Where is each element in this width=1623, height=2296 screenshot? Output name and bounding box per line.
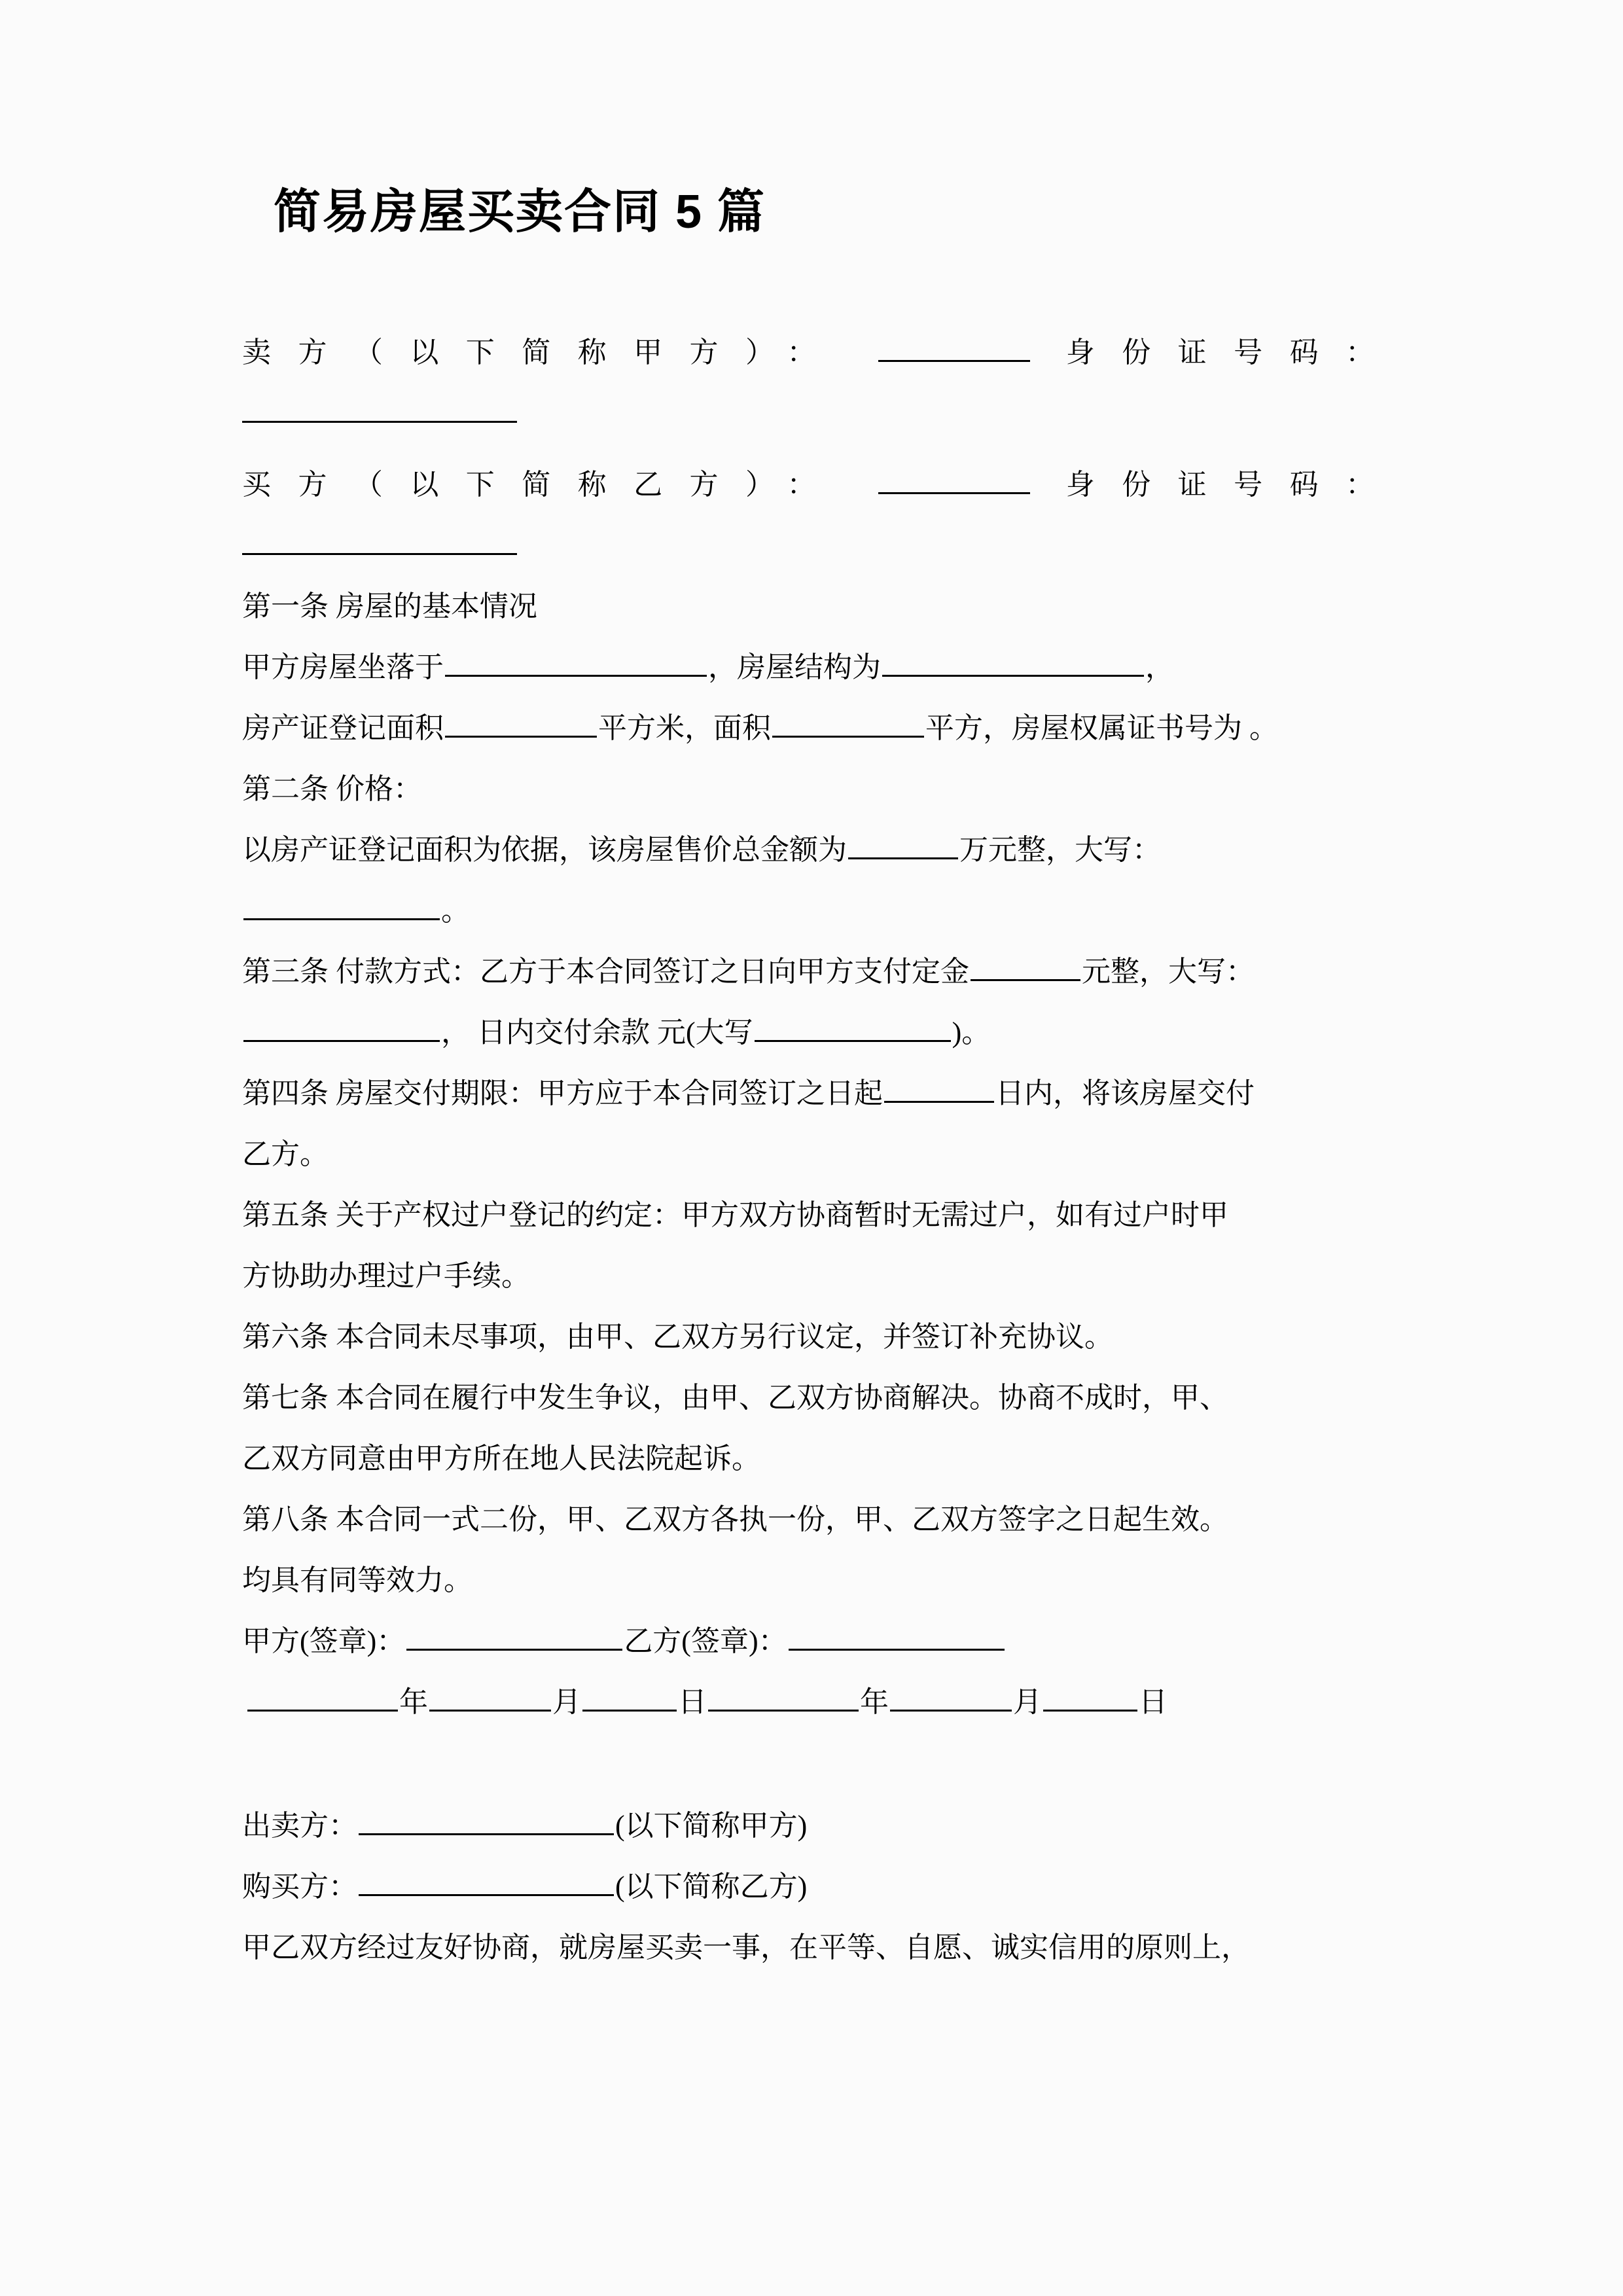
buyer-label: 买方（以下简称乙方）： bbox=[242, 469, 843, 501]
buyer-id-blank-line bbox=[242, 515, 1374, 576]
party-b-year-blank[interactable] bbox=[708, 1683, 859, 1712]
page-title: 简易房屋买卖合同 5 篇 bbox=[274, 186, 766, 238]
clause-line bbox=[242, 880, 1374, 941]
clause-text: 。 bbox=[441, 895, 470, 927]
fill-in-blank[interactable] bbox=[445, 649, 707, 677]
clause-text: 均具有同等效力。 bbox=[242, 1564, 473, 1596]
party-a-sign-label: 甲方(签章)： bbox=[242, 1625, 406, 1657]
footer-seller-note: (以下简称甲方) bbox=[615, 1810, 808, 1842]
clause-block bbox=[242, 941, 1374, 1063]
clause-block bbox=[242, 1489, 1374, 1611]
clause-text: ， bbox=[1145, 651, 1174, 683]
clause-line bbox=[242, 819, 1374, 880]
clause-text: 第四条 房屋交付期限：甲方应于本合同签订之日起 bbox=[242, 1077, 883, 1109]
footer-seller-line bbox=[242, 1795, 1374, 1856]
clause-text: 平方，房屋权属证书号为 。 bbox=[925, 712, 1278, 744]
footer-preamble: 甲乙双方经过友好协商，就房屋买卖一事，在平等、自愿、诚实信用的原则上， bbox=[242, 1931, 1250, 1964]
fill-in-blank[interactable] bbox=[243, 1014, 440, 1042]
fill-in-blank[interactable] bbox=[755, 1014, 951, 1042]
title-spacer bbox=[242, 236, 1374, 322]
clause-line bbox=[242, 1002, 1374, 1063]
party-b-sign-label: 乙方(签章)： bbox=[624, 1625, 787, 1657]
seller-label: 卖方（以下简称甲方）： bbox=[242, 336, 843, 368]
seller-id-blank-line bbox=[242, 383, 1374, 444]
clause-line bbox=[242, 1306, 1374, 1367]
party-b-year-label: 年 bbox=[860, 1686, 889, 1718]
fill-in-blank[interactable] bbox=[445, 709, 597, 738]
clause-text: 以房产证登记面积为依据，该房屋售价总金额为 bbox=[242, 834, 847, 866]
party-a-month-label: 月 bbox=[552, 1686, 581, 1718]
clause-line bbox=[242, 1185, 1374, 1246]
footer-spacer bbox=[242, 1732, 1374, 1795]
clause-text: 第七条 本合同在履行中发生争议，由甲、乙双方协商解决。协商不成时，甲、 bbox=[242, 1382, 1228, 1414]
clause-text: 第三条 付款方式：乙方于本合同签订之日向甲方支付定金 bbox=[242, 956, 969, 988]
party-b-month-blank[interactable] bbox=[890, 1683, 1012, 1712]
party-b-day-label: 日 bbox=[1139, 1686, 1168, 1718]
footer-seller-label: 出卖方： bbox=[242, 1810, 357, 1842]
clause-line bbox=[242, 1367, 1374, 1428]
party-b-month-label: 月 bbox=[1013, 1686, 1042, 1718]
fill-in-blank[interactable] bbox=[243, 892, 440, 920]
clause-block bbox=[242, 1185, 1374, 1306]
clause-block bbox=[242, 1367, 1374, 1489]
fill-in-blank[interactable] bbox=[882, 649, 1144, 677]
footer-buyer-note: (以下简称乙方) bbox=[615, 1871, 808, 1903]
clause-line bbox=[242, 698, 1374, 759]
fill-in-blank[interactable] bbox=[884, 1075, 994, 1103]
footer-buyer-line bbox=[242, 1856, 1374, 1917]
clause-line bbox=[242, 1124, 1374, 1185]
party-spacer bbox=[242, 444, 1374, 454]
clause-line bbox=[242, 1550, 1374, 1611]
clause-text: 第八条 本合同一式二份，甲、乙双方各执一份，甲、乙双方签字之日起生效。 bbox=[242, 1503, 1228, 1535]
signature-date-line bbox=[242, 1672, 1374, 1732]
clause-line bbox=[242, 941, 1374, 1002]
clause-line bbox=[242, 1063, 1374, 1124]
clause-line bbox=[242, 637, 1374, 698]
signature-line bbox=[242, 1611, 1374, 1672]
party-a-day-label: 日 bbox=[678, 1686, 707, 1718]
buyer-name-blank[interactable] bbox=[878, 466, 1030, 494]
buyer-id-blank[interactable] bbox=[242, 527, 517, 555]
clause-text: )。 bbox=[952, 1016, 991, 1049]
clause-text: 元整，大写： bbox=[1082, 956, 1255, 988]
clause-text: 乙方。 bbox=[242, 1138, 329, 1170]
footer-seller-blank[interactable] bbox=[359, 1807, 614, 1835]
clause-block bbox=[242, 1306, 1374, 1367]
seller-id-label: 身份证号码： bbox=[1065, 336, 1375, 368]
clause-text: 方协助办理过户手续。 bbox=[242, 1260, 530, 1292]
party-a-month-blank[interactable] bbox=[429, 1683, 551, 1712]
clause-text: 第六条 本合同未尽事项，由甲、乙双方另行议定，并签订补充协议。 bbox=[242, 1321, 1113, 1353]
footer-buyer-label: 购买方： bbox=[242, 1871, 357, 1903]
party-a-year-label: 年 bbox=[399, 1686, 428, 1718]
fill-in-blank[interactable] bbox=[772, 709, 924, 738]
clause-text: 甲方房屋坐落于 bbox=[242, 651, 444, 683]
document-content bbox=[242, 0, 1374, 1978]
party-a-sign-blank[interactable] bbox=[406, 1623, 622, 1651]
party-a-year-blank[interactable] bbox=[247, 1683, 398, 1712]
footer-buyer-blank[interactable] bbox=[359, 1868, 614, 1896]
clause-text: ，房屋结构为 bbox=[708, 651, 881, 683]
clause-text: ， 日内交付余款 元(大写 bbox=[441, 1016, 753, 1049]
fill-in-blank[interactable] bbox=[971, 953, 1080, 981]
clause-block bbox=[242, 759, 1374, 941]
clause-heading: 第二条 价格： bbox=[242, 773, 422, 805]
clause-line bbox=[242, 1428, 1374, 1489]
buyer-id-label: 身份证号码： bbox=[1065, 469, 1375, 501]
clause-text: 日内，将该房屋交付 bbox=[995, 1077, 1255, 1109]
fill-in-blank[interactable] bbox=[848, 831, 958, 859]
seller-party-line bbox=[242, 322, 1374, 383]
party-b-day-blank[interactable] bbox=[1043, 1683, 1137, 1712]
clause-text: 乙双方同意由甲方所在地人民法院起诉。 bbox=[242, 1443, 760, 1475]
clause-line bbox=[242, 1246, 1374, 1306]
clause-text: 房产证登记面积 bbox=[242, 712, 444, 744]
party-a-day-blank[interactable] bbox=[582, 1683, 677, 1712]
clause-list bbox=[242, 576, 1374, 1611]
clause-line bbox=[242, 1489, 1374, 1550]
seller-name-blank[interactable] bbox=[878, 334, 1030, 362]
clause-block bbox=[242, 1063, 1374, 1185]
clause-text: 平方米，面积 bbox=[598, 712, 771, 744]
clause-block bbox=[242, 576, 1374, 759]
seller-id-blank[interactable] bbox=[242, 395, 517, 423]
clause-text: 万元整，大写： bbox=[959, 834, 1161, 866]
clause-text: 第五条 关于产权过户登记的约定：甲方双方协商暂时无需过户，如有过户时甲 bbox=[242, 1199, 1228, 1231]
party-b-sign-blank[interactable] bbox=[789, 1623, 1005, 1651]
buyer-party-line bbox=[242, 454, 1374, 515]
clause-heading: 第一条 房屋的基本情况 bbox=[242, 590, 537, 622]
